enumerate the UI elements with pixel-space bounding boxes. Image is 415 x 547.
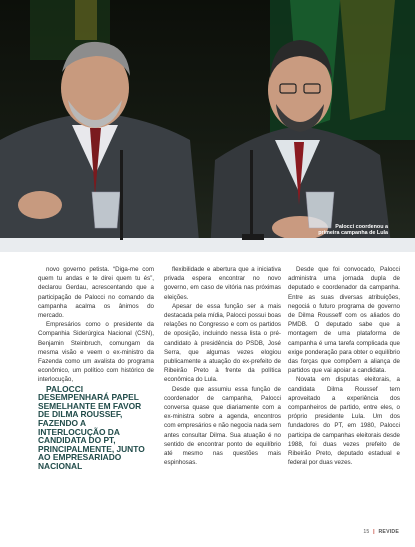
- paragraph: Apesar de essa função ser a mais destacada pela mídia, Palocci possui boas relações no Congresso e com os partidos de oposição, incluindo nessa lista o pré-candidato à presidência do PSDB, José Serra, que algumas vezes elogiou publicamente a atuação do ex-prefeito de Ribeirão Preto à frente da política econômica do Lula.: [164, 302, 281, 384]
- paragraph: novo governo petista. “Diga-me com quem tu andas e te direi quem tu és”, declarou Gerdau, acrescentando que a participação de Palocci no comando da campanha acalma os ânimos do mercado.: [38, 266, 154, 320]
- footer-separator: |: [373, 529, 375, 535]
- paragraph: flexibilidade e abertura que a iniciativa privada espera encontrar no novo governo, em caso de vitória nas próximas eleições.: [164, 266, 281, 301]
- page-footer: [363, 529, 399, 535]
- article-column-2: [164, 265, 281, 467]
- paragraph: Desde que assumiu essa função de coordenador de campanha, Palocci conversa quase que diariamente com a ex-ministra sobre a agenda, encontros com empresários e não negocia nada sem antes consultar Dilma. Sua atuação é no sentido de encontrar ponto de equilíbrio até mesmo nas questões mais espinhosas.: [164, 385, 281, 467]
- article-column-1: [38, 265, 154, 471]
- pull-quote: PALOCCI DESEMPENHARÁ PAPEL SEMELHANTE EM FAVOR DE DILMA ROUSSEF, FAZENDO A INTERLOCUÇÃO DA CANDIDATA DO PT, PRINCIPALMENTE, JUNTO AO EMPRESARIADO NACIONAL: [38, 383, 145, 471]
- photo-illustration: [0, 0, 415, 252]
- article-column-3: [288, 265, 400, 467]
- magazine-name: REVIDE: [378, 529, 399, 535]
- page-number: 15: [363, 529, 370, 535]
- paragraph: Desde que foi convocado, Palocci administra uma jornada dupla de deputado e coordenador da campanha. Entre as suas diversas atribuições, negociá o futuro programa de governo de Dilma Rousseff com os aliados do PMDB. O deputado sabe que a montagem de uma plataforma de campanha é uma tarefa complicada que exige ponderação para obter o equilíbrio das forças que compõem a aliança de partidos que vai apoiar a candidata.: [288, 266, 400, 375]
- article-photo: [0, 0, 415, 252]
- photo-caption: Palocci coordenou a primeira campanha de Lula: [318, 224, 388, 237]
- paragraph: Empresários como o presidente da Companhia Siderúrgica Nacional (CSN), Benjamin Steinbruch, comungam da mesma visão e veem o ex-ministro da Fazenda como um avalista do programa econômico, um político com histórico de interlocução,: [38, 321, 154, 384]
- paragraph: Novata em disputas eleitorais, a candidata Dilma Roussef tem aproveitado a experiência dos companheiros de partido, entre eles, o próprio presidente Lula. Um dos fundadores do PT, em 1980, Palocci participa de campanhas eleitorais desde 1988, foi duas vezes prefeito de Ribeirão Preto, deputado estadual e federal por duas vezes.: [288, 376, 400, 467]
